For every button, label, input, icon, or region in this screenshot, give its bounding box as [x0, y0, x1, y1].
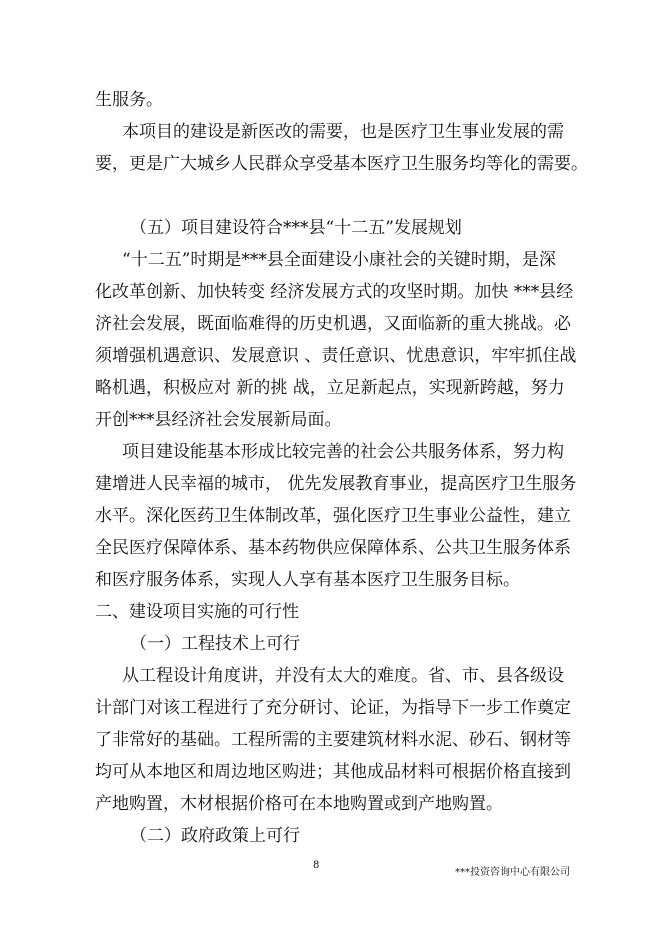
paragraph-line: 略机遇，积极应对 新的挑 战，立足新起点，实现新跨越，努力	[95, 378, 565, 398]
paragraph-line: 水平。深化医药卫生体制改革，强化医疗卫生事业公益性，建立	[95, 506, 571, 526]
paragraph-line: 和医疗服务体系，实现人人享有基本医疗卫生服务目标。	[95, 570, 520, 590]
section-heading: 二、建设项目实施的可行性	[95, 602, 299, 622]
page-number: 8	[313, 860, 320, 871]
paragraph-line: 建增进人民幸福的城市， 优先发展教育事业，提高医疗卫生服务	[95, 474, 577, 494]
subsection-heading: （二）政府政策上可行	[130, 826, 300, 846]
paragraph-line: 化改革创新、加快转变 经济发展方式的攻坚时期。加快 ***县经	[95, 282, 574, 302]
paragraph-line: 须增强机遇意识、发展意识 、责任意识、忧患意识，牢牢抓住战	[95, 346, 577, 366]
paragraph-line: 要，更是广大城乡人民群众享受基本医疗卫生服务均等化的需要。	[95, 154, 588, 174]
subsection-heading: （一）工程技术上可行	[130, 634, 300, 654]
section-heading: （五）项目建设符合***县“十二五”发展规划	[130, 218, 462, 238]
paragraph-line: 开创***县经济社会发展新局面。	[95, 410, 342, 430]
paragraph-line: 计部门对该工程进行了充分研讨、论证，为指导下一步工作奠定	[95, 698, 571, 718]
paragraph-line: 济社会发展，既面临难得的历史机遇，又面临新的重大挑战。必	[95, 314, 571, 334]
paragraph-line: 了非常好的基础。工程所需的主要建筑材料水泥、砂石、钢材等	[95, 730, 571, 750]
paragraph-line: 全民医疗保障体系、基本药物供应保障体系、公共卫生服务体系	[95, 538, 571, 558]
paragraph-line: “十二五”时期是***县全面建设小康社会的关键时期，是深	[122, 250, 556, 270]
paragraph-line: 均可从本地区和周边地区购进；其他成品材料可根据价格直接到	[95, 762, 571, 782]
paragraph-line: 项目建设能基本形成比较完善的社会公共服务体系，努力构	[122, 442, 564, 462]
paragraph-line: 从工程设计角度讲，并没有太大的难度。省、市、县各级设	[122, 666, 564, 686]
footer-company: ***投资咨询中心有限公司	[455, 867, 570, 878]
paragraph-line: 产地购置，木材根据价格可在本地购置或到产地购置。	[95, 794, 503, 814]
paragraph-line: 生服务。	[95, 90, 163, 110]
paragraph-line: 本项目的建设是新医改的需要，也是医疗卫生事业发展的需	[122, 122, 564, 142]
